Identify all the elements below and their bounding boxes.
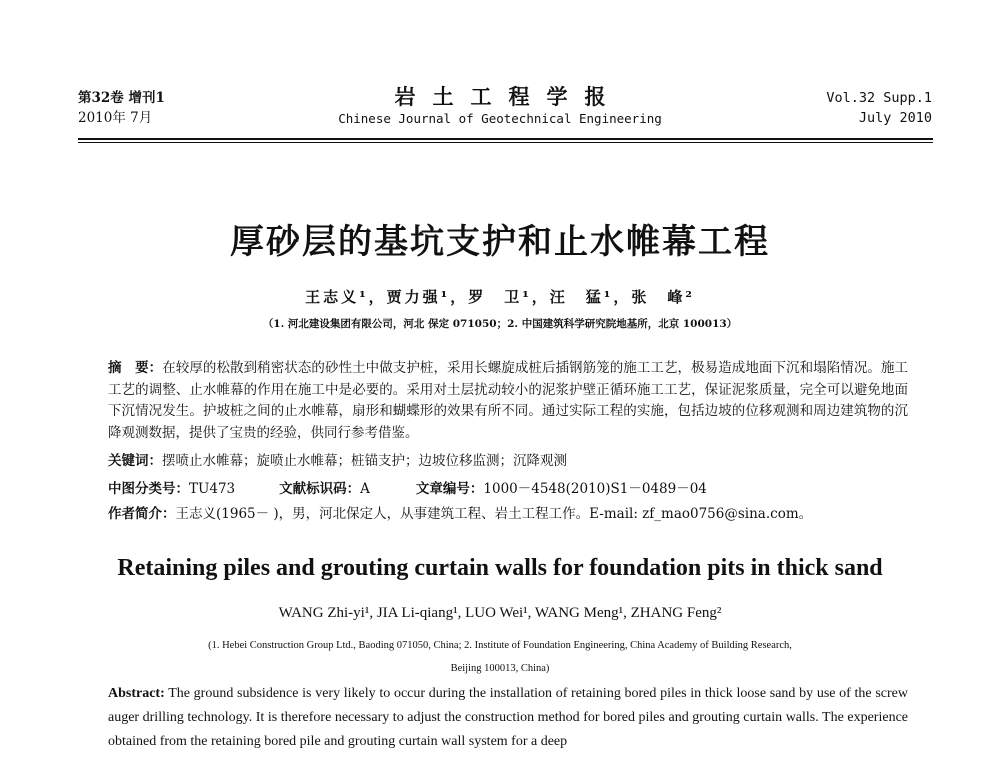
journal-name-cn: 岩土工程学报 (394, 84, 623, 109)
paper-title-cn: 厚砂层的基坑支护和止水帷幕工程 (230, 222, 770, 262)
header-volume-supp: Vol.32 Supp.1 (826, 90, 932, 106)
doc-code-value: A (360, 481, 370, 497)
paper-title-en: Retaining piles and grouting curtain walls for foundation pits in thick sand (117, 555, 883, 581)
header-volume: 第32卷 增刊1 (78, 90, 165, 106)
abstract-text-cn: 在较厚的松散到稍密状态的砂性土中做支护桩，采用长螺旋成桩后插钢筋笼的施工工艺，极易造成地面下沉和塌陷情况。施工工艺的调整、止水帷幕的作用在施工中是必要的。采用对土层扰动较小的泥浆护壁正循环施工工艺，保证泥浆质量，完全可以避免地面下沉情况发生。护坡桩之间的止水帷幕，扇形和蝴蝶形的效果有所不同。通过实际工程的实施，包括边坡的位移观测和周边建筑物的沉降观测数据，提供了宝贵的经验，供同行参考借鉴。 (108, 360, 909, 441)
abstract-en (108, 682, 908, 754)
header-date: 2010年 7月 (78, 110, 153, 126)
author-bio (108, 504, 928, 525)
affiliation-en (0, 634, 1000, 680)
abstract-cn (108, 358, 908, 444)
header-volume-en (826, 88, 932, 128)
header-rule-thick (78, 138, 933, 140)
doc-code-label: 文献标识码： (279, 481, 361, 497)
article-no-value: 1000－4548(2010)S1－0489－04 (483, 481, 707, 497)
affiliation-en-line2: Beijing 100013, China) (450, 663, 550, 674)
authors-cn: 王志义¹，贾力强¹，罗 卫¹，汪 猛¹，张 峰² (305, 288, 695, 306)
abstract-label-en: Abstract: (108, 686, 165, 701)
journal-name-en: Chinese Journal of Geotechnical Engineering (338, 111, 662, 126)
article-no-label: 文章编号： (415, 481, 484, 497)
affiliation-en-line1: (1. Hebei Construction Group Ltd., Baoding 071050, China; 2. Institute of Foundation Engineering, China Academy of Building Research, (208, 640, 792, 651)
abstract-text-en: The ground subsidence is very likely to occur during the installation of retaining bored piles in thick loose sand by use of the screw auger drilling technology. It is therefore necessary to adjust the construction method for bored piles and grouting curtain walls. The experience obtained from the retaining bored pile and grouting curtain wall system for a deep (108, 686, 908, 749)
bio-label: 作者简介： (108, 506, 176, 522)
bio-text: 王志义(1965－ )，男，河北保定人，从事建筑工程、岩土工程工作。E-mail: zf_mao0756@sina.com。 (175, 506, 813, 522)
keywords-cn (108, 451, 908, 472)
keywords-text-cn: 摆喷止水帷幕；旋喷止水帷幕；桩锚支护；边坡位移监测；沉降观测 (162, 453, 567, 469)
abstract-label-cn: 摘 要： (108, 360, 163, 376)
classification-line (108, 479, 908, 500)
header-month-year: July 2010 (858, 110, 932, 126)
header-rule-thin (78, 142, 933, 143)
class-value: TU473 (189, 481, 236, 497)
affiliation-cn: （1. 河北建设集团有限公司，河北 保定 071050；2. 中国建筑科学研究院地基所，北京 100013） (262, 318, 738, 330)
class-label: 中图分类号： (108, 481, 189, 497)
authors-en: WANG Zhi-yi¹, JIA Li-qiang¹, LUO Wei¹, WANG Meng¹, ZHANG Feng² (278, 605, 722, 621)
keywords-label-cn: 关键词： (108, 453, 162, 469)
